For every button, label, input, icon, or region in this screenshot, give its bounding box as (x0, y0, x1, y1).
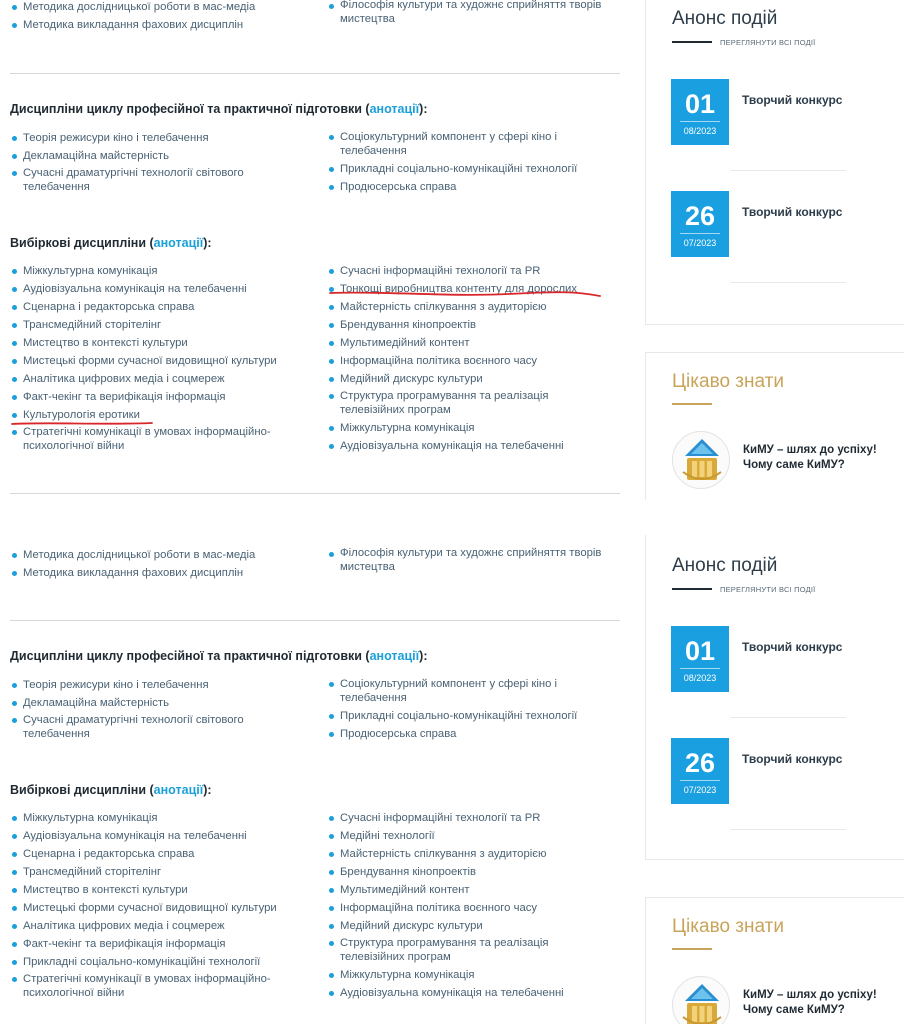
list-item[interactable]: Структура програмування та реалізація телевізійних програм (327, 388, 612, 419)
interest-title: Цікаво знати (672, 371, 784, 392)
date-divider (680, 668, 720, 669)
list-item[interactable]: Майстерність спілкування з аудиторією (327, 298, 620, 316)
list-item[interactable]: Соціокультурний компонент у сфері кіно і телебачення (327, 676, 577, 707)
intro-lists (10, 546, 620, 582)
list-item[interactable]: Методика дослідницької роботи в мас-медіа (10, 0, 327, 16)
list-item[interactable]: Міжкультурна комунікація (10, 262, 327, 280)
list-item[interactable]: Продюсерська справа (327, 178, 620, 196)
event-day: 26 (684, 748, 716, 778)
professional-heading (10, 102, 427, 116)
professional-lists (10, 129, 620, 196)
event-month: 07/2023 (683, 785, 717, 795)
list-item[interactable]: Декламаційна майстерність (10, 694, 327, 712)
see-all-events-link[interactable]: ПЕРЕГЛЯНУТИ ВСІ ПОДІЇ (720, 38, 816, 47)
title-underline (672, 948, 712, 950)
list-item[interactable]: Медійні технології (327, 827, 620, 845)
heading-end: ): (419, 102, 428, 116)
event-date-badge[interactable] (671, 738, 729, 804)
list-item[interactable]: Тонкощі виробництва контенту для дорослих (327, 280, 620, 298)
list-item[interactable]: Сучасні інформаційні технології та PR (327, 262, 620, 280)
heading-text: Дисципліни циклу професійної та практичної підготовки ( (10, 649, 370, 663)
annotations-link[interactable]: анотації (369, 102, 420, 116)
elective-right-list (327, 262, 620, 455)
event-date-badge[interactable] (671, 626, 729, 692)
date-divider (680, 233, 720, 234)
list-item[interactable]: Мистецькі форми сучасної видовищної культури (10, 352, 327, 370)
section-divider (10, 620, 620, 621)
event-day: 01 (684, 636, 716, 666)
list-item[interactable]: Теорія режисури кіно і телебачення (10, 129, 327, 147)
event-separator (731, 282, 846, 283)
event-month: 08/2023 (683, 673, 717, 683)
event-item[interactable] (671, 79, 901, 145)
screenshot-top (0, 0, 904, 500)
list-item[interactable]: Структура програмування та реалізація телевізійних програм (327, 935, 612, 966)
event-day: 01 (684, 89, 716, 119)
event-title[interactable]: Творчий конкурс (742, 93, 843, 107)
list-item[interactable]: Мистецтво в контексті культури (10, 881, 327, 899)
elective-left-list (10, 809, 327, 1002)
professional-left-list (10, 676, 327, 743)
list-item[interactable]: Медійний дискурс культури (327, 370, 620, 388)
sidebar (645, 535, 904, 1024)
event-title[interactable]: Творчий конкурс (742, 752, 843, 766)
list-item[interactable]: Теорія режисури кіно і телебачення (10, 676, 327, 694)
list-item[interactable]: Прикладні соціально-комунікаційні технології (10, 953, 327, 971)
news-item[interactable] (672, 976, 902, 1024)
list-item[interactable]: Сценарна і редакторська справа (10, 298, 327, 316)
list-item[interactable]: Факт-чекінг та верифікація інформація (10, 388, 327, 406)
list-item[interactable]: Філософія культури та художнє сприйняття творів мистецтва (327, 0, 620, 28)
elective-heading (10, 783, 212, 797)
list-item[interactable]: Міжкультурна комунікація (327, 419, 620, 437)
event-item[interactable] (671, 191, 901, 257)
event-separator (731, 170, 846, 171)
event-month: 08/2023 (683, 126, 717, 136)
university-logo-icon[interactable] (672, 431, 730, 489)
list-item[interactable]: Інформаційна політика воєнного часу (327, 352, 620, 370)
list-item[interactable]: Брендування кінопроектів (327, 316, 620, 334)
heading-text: Вибіркові дисципліни ( (10, 236, 154, 250)
intro-right-list (327, 0, 620, 34)
list-item[interactable]: Методика викладання фахових дисциплін (10, 564, 327, 582)
title-underline (672, 41, 712, 43)
event-title[interactable]: Творчий конкурс (742, 205, 843, 219)
intro-lists (10, 0, 620, 34)
elective-lists (10, 262, 620, 455)
annotations-link[interactable]: анотації (153, 236, 204, 250)
list-item[interactable]: Культурологія еротики (10, 406, 327, 424)
news-title[interactable]: КиМУ – шлях до успіху! Чому саме КиМУ? (743, 989, 877, 1016)
events-widget (645, 0, 904, 325)
list-item[interactable]: Мультимедійний контент (327, 881, 620, 899)
list-item[interactable]: Стратегічні комунікації в умовах інформаційно-психологічної війни (10, 424, 285, 455)
professional-lists (10, 676, 620, 743)
interest-title: Цікаво знати (672, 916, 784, 937)
professional-left-list (10, 129, 327, 196)
event-separator (731, 717, 846, 718)
event-month: 07/2023 (683, 238, 717, 248)
list-item[interactable]: Майстерність спілкування з аудиторією (327, 845, 620, 863)
annotations-link[interactable]: анотації (369, 649, 420, 663)
event-date-badge[interactable] (671, 191, 729, 257)
list-item[interactable]: Міжкультурна комунікація (327, 966, 620, 984)
list-item[interactable]: Міжкультурна комунікація (10, 809, 327, 827)
professional-right-list (327, 676, 620, 743)
title-underline (672, 588, 712, 590)
heading-end: ): (419, 649, 428, 663)
section-divider (10, 73, 620, 74)
interest-widget (645, 897, 904, 1024)
list-item[interactable]: Трансмедійний сторітелінг (10, 316, 327, 334)
interest-widget (645, 352, 904, 500)
professional-heading (10, 649, 427, 663)
elective-lists (10, 809, 620, 1002)
event-item[interactable] (671, 626, 901, 692)
list-item[interactable]: Методика дослідницької роботи в мас-медіа (10, 546, 327, 564)
date-divider (680, 121, 720, 122)
professional-right-list (327, 129, 620, 196)
events-widget (645, 535, 904, 860)
list-item[interactable]: Прикладні соціально-комунікаційні технології (327, 160, 620, 178)
event-day: 26 (684, 201, 716, 231)
event-title[interactable]: Творчий конкурс (742, 640, 843, 654)
see-all-events-link[interactable]: ПЕРЕГЛЯНУТИ ВСІ ПОДІЇ (720, 585, 816, 594)
date-divider (680, 780, 720, 781)
list-item[interactable]: Мультимедійний контент (327, 334, 620, 352)
list-item[interactable]: Трансмедійний сторітелінг (10, 863, 327, 881)
screenshot-bottom (0, 535, 904, 1024)
list-item[interactable]: Брендування кінопроектів (327, 863, 620, 881)
section-divider (10, 493, 620, 494)
events-title: Анонс подій (672, 555, 778, 576)
intro-left-list (10, 546, 327, 582)
sidebar (645, 0, 904, 500)
heading-text: Вибіркові дисципліни ( (10, 783, 154, 797)
heading-text: Дисципліни циклу професійної та практичної підготовки ( (10, 102, 370, 116)
news-item[interactable] (672, 431, 902, 491)
heading-end: ): (203, 783, 212, 797)
list-item[interactable]: Продюсерська справа (327, 725, 620, 743)
list-item[interactable]: Мистецтво в контексті культури (10, 334, 327, 352)
list-item[interactable]: Мистецькі форми сучасної видовищної культури (10, 899, 327, 917)
list-item[interactable]: Філософія культури та художнє сприйняття творів мистецтва (327, 546, 612, 576)
elective-right-list (327, 809, 620, 1002)
list-item[interactable]: Факт-чекінг та верифікація інформація (10, 935, 327, 953)
list-item[interactable]: Аудіовізуальна комунікація на телебаченні (10, 827, 327, 845)
list-item[interactable]: Соціокультурний компонент у сфері кіно і телебачення (327, 129, 577, 160)
list-item[interactable]: Сучасні драматургічні технології світового телебачення (10, 165, 260, 196)
list-item[interactable]: Сценарна і редакторська справа (10, 845, 327, 863)
list-item[interactable]: Аудіовізуальна комунікація на телебаченні (10, 280, 327, 298)
title-underline (672, 403, 712, 405)
list-item[interactable]: Стратегічні комунікації в умовах інформаційно-психологічної війни (10, 971, 285, 1002)
list-item[interactable]: Інформаційна політика воєнного часу (327, 899, 620, 917)
elective-heading (10, 236, 212, 250)
list-item[interactable]: Сучасні інформаційні технології та PR (327, 809, 620, 827)
list-item[interactable]: Декламаційна майстерність (10, 147, 327, 165)
intro-left-list (10, 0, 327, 34)
list-item[interactable]: Аудіовізуальна комунікація на телебаченні (327, 437, 620, 455)
event-separator (731, 829, 846, 830)
news-title[interactable]: КиМУ – шлях до успіху! Чому саме КиМУ? (743, 444, 877, 471)
annotations-link[interactable]: анотації (153, 783, 204, 797)
event-item[interactable] (671, 738, 901, 804)
event-date-badge[interactable] (671, 79, 729, 145)
list-item[interactable]: Сучасні драматургічні технології світового телебачення (10, 712, 260, 743)
list-item[interactable]: Методика викладання фахових дисциплін (10, 16, 327, 34)
panel-gap (0, 500, 904, 535)
intro-right-list (327, 546, 620, 582)
elective-left-list (10, 262, 327, 455)
list-item[interactable]: Медійний дискурс культури (327, 917, 620, 935)
list-item[interactable]: Аудіовізуальна комунікація на телебаченні (327, 984, 620, 1002)
list-item[interactable]: Аналітика цифрових медіа і соцмереж (10, 370, 327, 388)
events-title: Анонс подій (672, 8, 778, 29)
list-item[interactable]: Аналітика цифрових медіа і соцмереж (10, 917, 327, 935)
university-logo-icon[interactable] (672, 976, 730, 1024)
heading-end: ): (203, 236, 212, 250)
list-item[interactable]: Прикладні соціально-комунікаційні технології (327, 707, 620, 725)
